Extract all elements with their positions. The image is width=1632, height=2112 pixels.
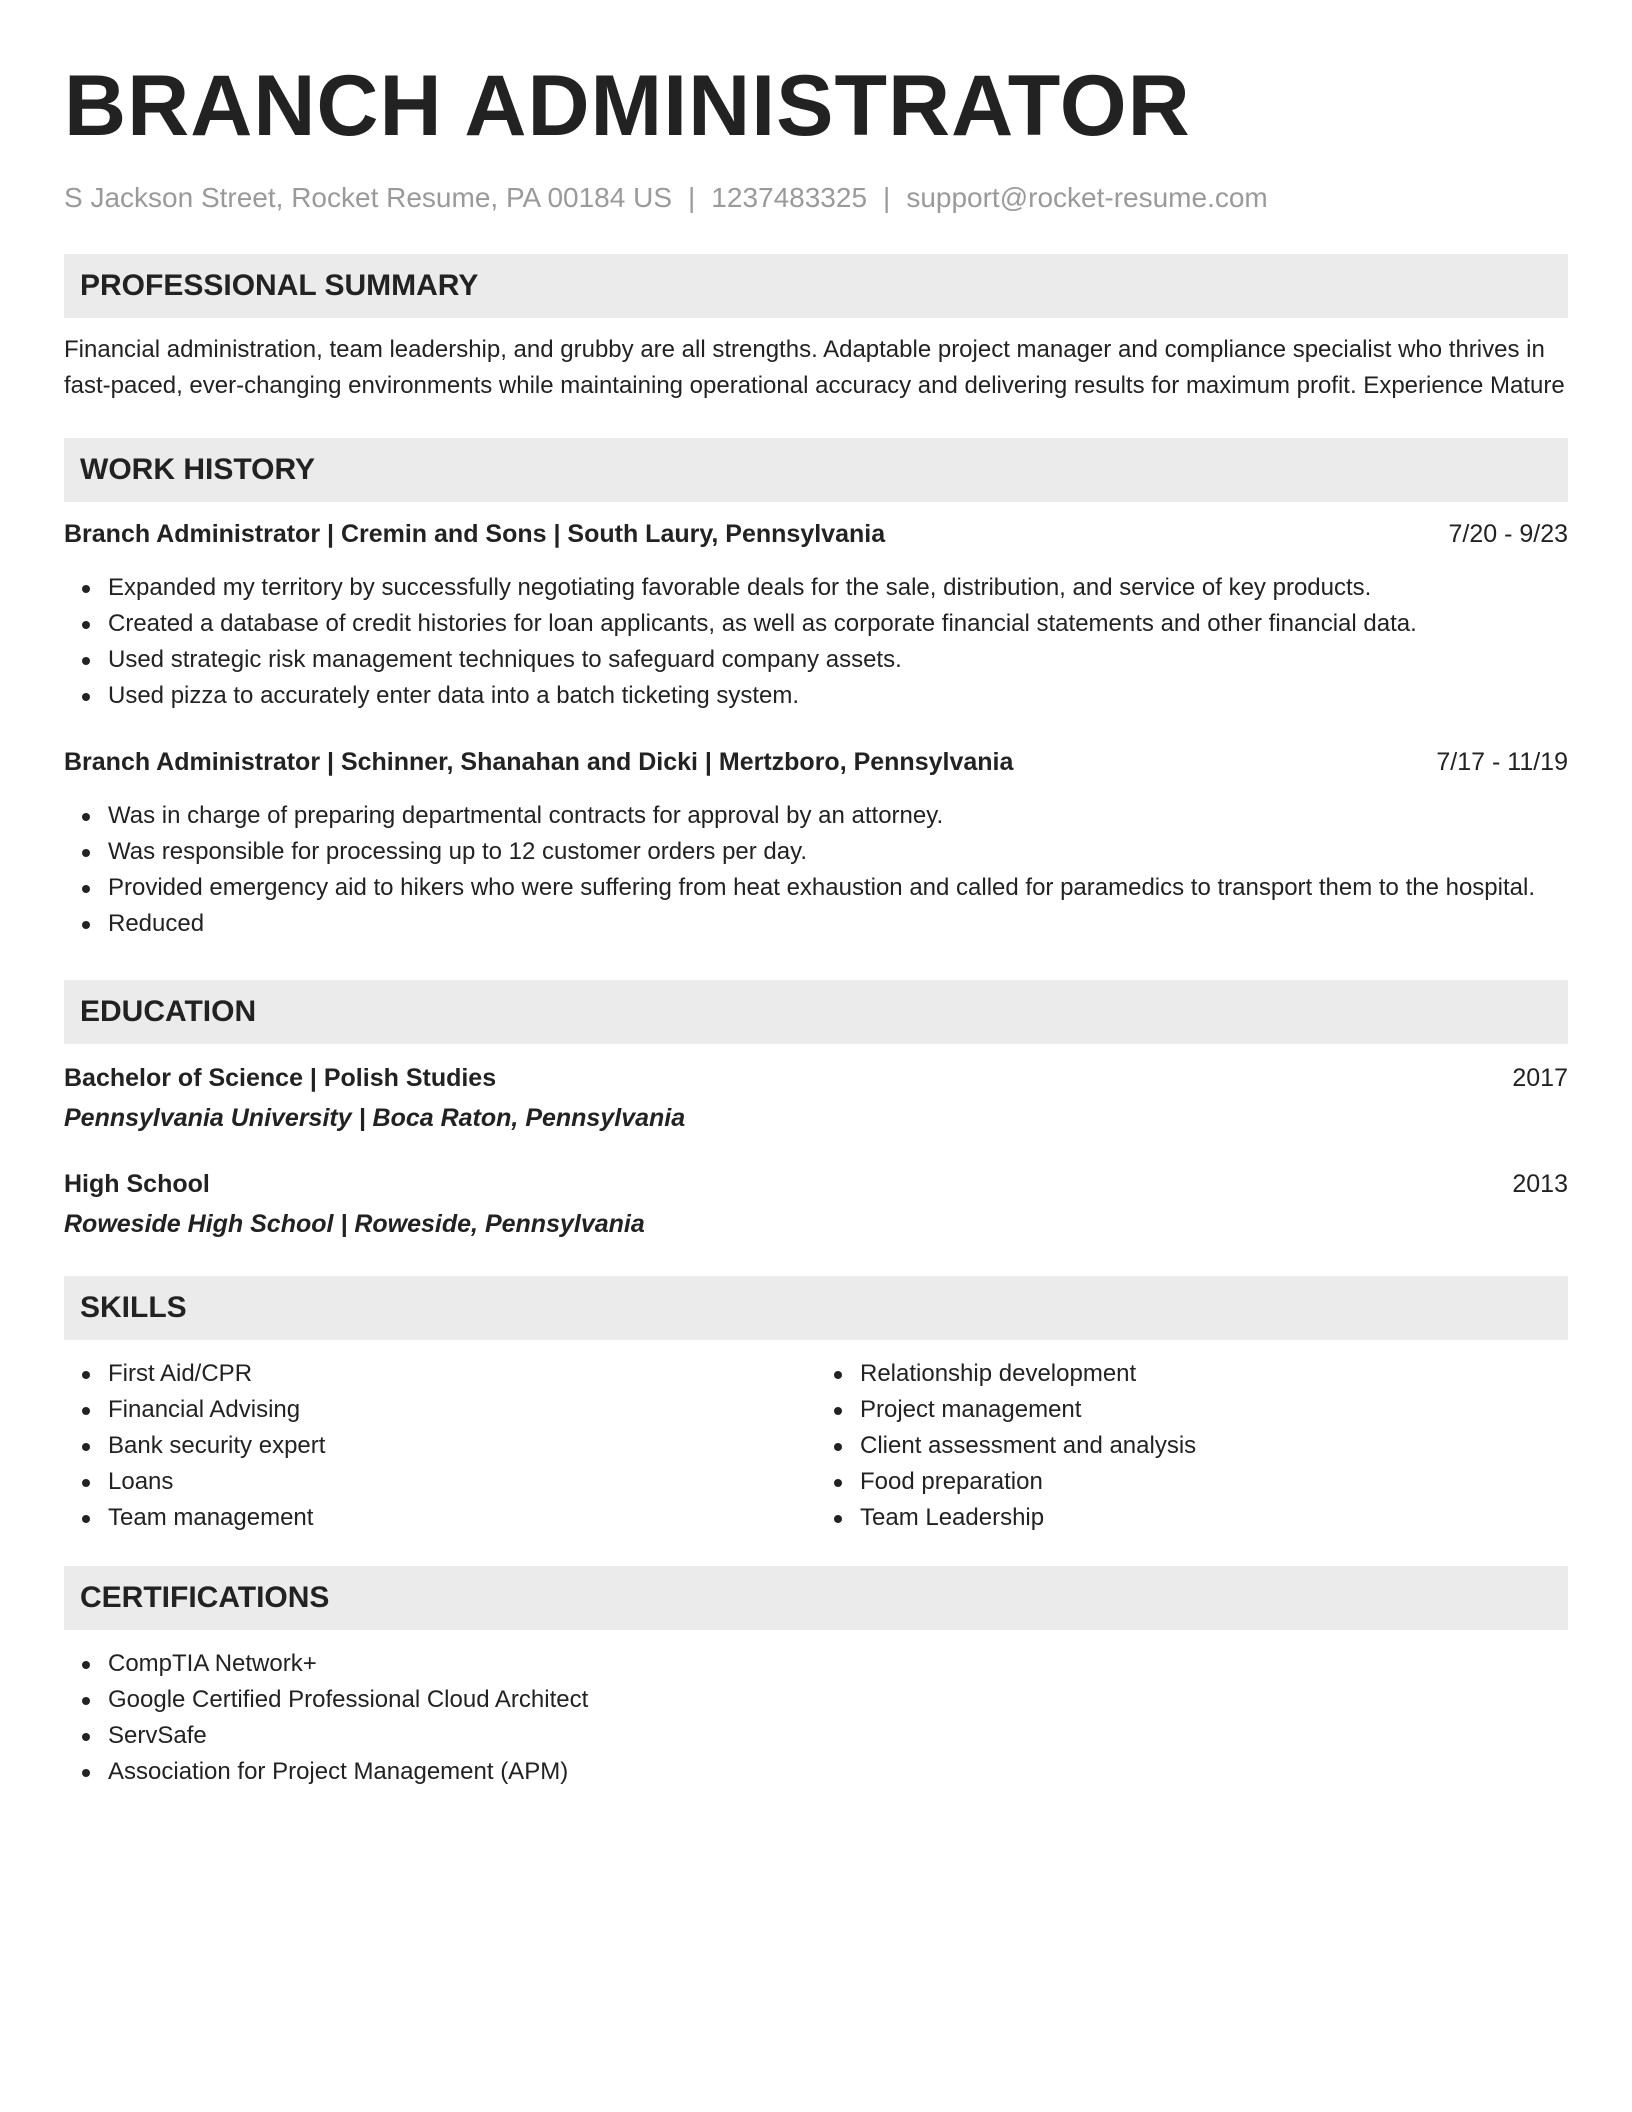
list-item: Client assessment and analysis — [860, 1428, 1568, 1464]
section-header-education: EDUCATION — [64, 980, 1568, 1044]
candidate-name: BRANCH ADMINISTRATOR — [64, 58, 1191, 154]
job-dates: 7/20 - 9/23 — [1448, 520, 1568, 548]
job-entry — [64, 516, 1568, 714]
contact-email: support@rocket-resume.com — [906, 182, 1268, 213]
skills-list — [64, 1356, 816, 1536]
list-item: Was in charge of preparing departmental contracts for approval by an attorney. — [108, 798, 1568, 834]
job-bullets — [64, 570, 1568, 714]
skills-grid — [64, 1356, 1568, 1536]
list-item: Was responsible for processing up to 12 customer orders per day. — [108, 834, 1568, 870]
job-title: Branch Administrator | Cremin and Sons | South Laury, Pennsylvania — [64, 520, 886, 548]
section-header-skills: SKILLS — [64, 1276, 1568, 1340]
list-item: First Aid/CPR — [108, 1356, 816, 1392]
education-degree: High School — [64, 1170, 210, 1198]
certifications-list — [64, 1646, 1568, 1790]
job-header — [64, 744, 1568, 780]
list-item: ServSafe — [108, 1718, 1568, 1754]
skills-column-left — [64, 1356, 816, 1536]
job-bullets — [64, 798, 1568, 942]
education-entry — [64, 1060, 1568, 1136]
education-year: 2013 — [1512, 1170, 1568, 1198]
skills-column-right — [816, 1356, 1568, 1536]
contact-line — [64, 178, 1568, 218]
list-item: Used pizza to accurately enter data into a batch ticketing system. — [108, 678, 1568, 714]
contact-separator: | — [688, 182, 696, 213]
list-item: Loans — [108, 1464, 816, 1500]
section-header-certifications: CERTIFICATIONS — [64, 1566, 1568, 1630]
education-year: 2017 — [1512, 1064, 1568, 1092]
education-header — [64, 1060, 1568, 1096]
list-item: CompTIA Network+ — [108, 1646, 1568, 1682]
list-item: Team Leadership — [860, 1500, 1568, 1536]
list-item: Financial Advising — [108, 1392, 816, 1428]
list-item: Food preparation — [860, 1464, 1568, 1500]
contact-address: S Jackson Street, Rocket Resume, PA 00184 US — [64, 182, 673, 213]
job-entry — [64, 744, 1568, 942]
list-item: Team management — [108, 1500, 816, 1536]
skills-list — [816, 1356, 1568, 1536]
list-item: Used strategic risk management techniques to safeguard company assets. — [108, 642, 1568, 678]
job-title: Branch Administrator | Schinner, Shanahan and Dicki | Mertzboro, Pennsylvania — [64, 748, 1014, 776]
list-item: Relationship development — [860, 1356, 1568, 1392]
list-item: Expanded my territory by successfully negotiating favorable deals for the sale, distribution, and service of key products. — [108, 570, 1568, 606]
list-item: Provided emergency aid to hikers who were suffering from heat exhaustion and called for paramedics to transport them to the hospital. — [108, 870, 1568, 906]
education-entry — [64, 1166, 1568, 1242]
list-item: Project management — [860, 1392, 1568, 1428]
contact-separator: | — [883, 182, 891, 213]
job-header — [64, 516, 1568, 552]
list-item: Created a database of credit histories for loan applicants, as well as corporate financial statements and other financial data. — [108, 606, 1568, 642]
education-school: Pennsylvania University | Boca Raton, Pennsylvania — [64, 1104, 686, 1132]
list-item: Google Certified Professional Cloud Architect — [108, 1682, 1568, 1718]
summary-text: Financial administration, team leadership, and grubby are all strengths. Adaptable project manager and compliance specialist who thrives in fast-paced, ever-changing environments while maintaining operational accuracy and delivering results for maximum profit. Experience Mature — [64, 336, 1565, 399]
list-item: Association for Project Management (APM) — [108, 1754, 1568, 1790]
education-header — [64, 1166, 1568, 1202]
education-school: Roweside High School | Roweside, Pennsylvania — [64, 1210, 645, 1238]
contact-phone: 1237483325 — [711, 182, 868, 213]
list-item: Reduced — [108, 906, 1568, 942]
section-header-summary: PROFESSIONAL SUMMARY — [64, 254, 1568, 318]
list-item: Bank security expert — [108, 1428, 816, 1464]
section-header-work-history: WORK HISTORY — [64, 438, 1568, 502]
education-degree: Bachelor of Science | Polish Studies — [64, 1064, 497, 1092]
job-dates: 7/17 - 11/19 — [1436, 748, 1568, 776]
